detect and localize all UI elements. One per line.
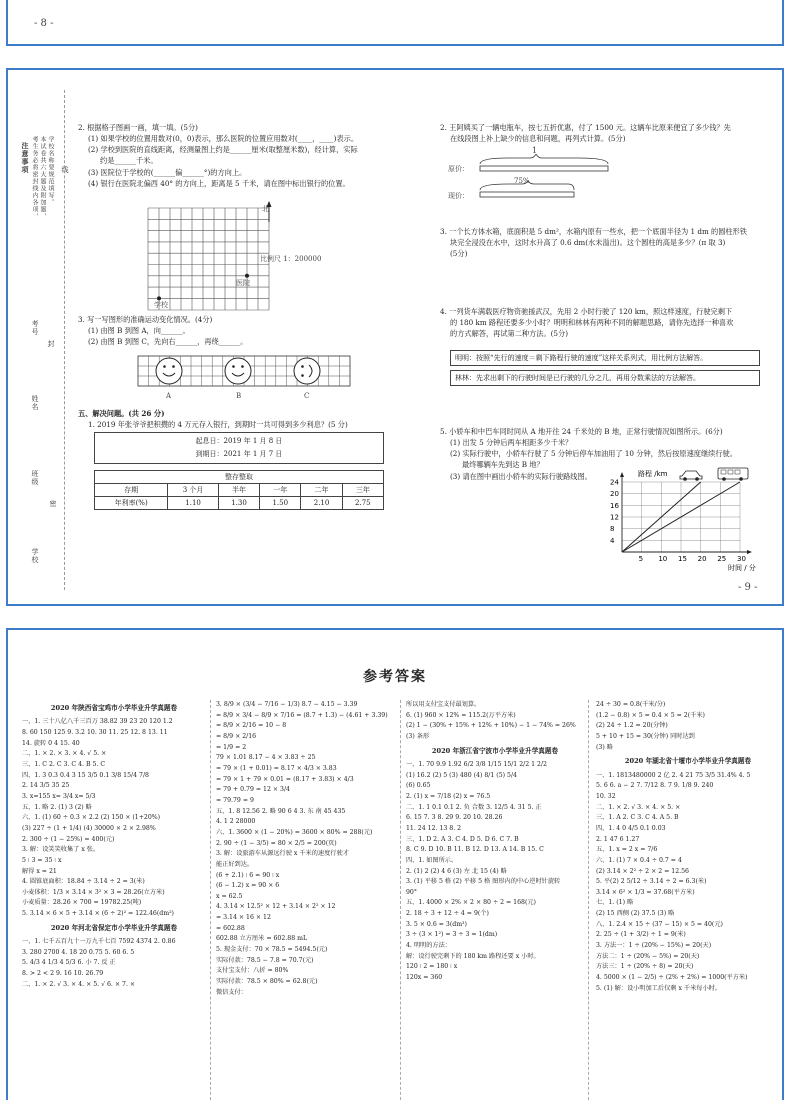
- answer-line: = 8/9 × 2/16: [216, 732, 257, 740]
- table-cell: 一年: [260, 484, 301, 497]
- y-tick-label: 20: [610, 490, 619, 499]
- linlin-box: 林林：先求出剩下的行驶时间是已行驶的几分之几，再用分数乘法的方法解答。: [450, 370, 760, 386]
- deposit-dates-box: [94, 432, 384, 464]
- start-date: 起息日：2019 年 1 月 8 日: [195, 437, 283, 445]
- hospital-label: 医院: [236, 279, 250, 287]
- answer-line: 五、1. 略 2. (1) 3 (2) 略: [22, 803, 92, 811]
- answer-line: 2. 300 ÷ (1 − 25%) = 400(元): [22, 835, 115, 843]
- y-tick-label: 24: [610, 478, 619, 487]
- answer-line: 实际付款：78.5 − 7.8 = 70.7(元): [216, 956, 314, 964]
- answer-col-1: [22, 700, 206, 990]
- answer-line: 2. 14 3/5 35 25: [22, 782, 70, 790]
- chart-xlabel: 时间 / 分: [728, 564, 756, 572]
- seal-feng: 封: [47, 340, 55, 348]
- answer-line: 三、1. A 2. C 3. C 4. A 5. B: [596, 814, 679, 822]
- answer-line: 2. (1) 2 (2) 4 6 (3) 左 北 15 (4) 略: [406, 867, 507, 875]
- table-cell: 1.10: [168, 497, 219, 510]
- answer-line: 8. 60 150 125 9. 3.2 10. 30 11. 25 12. 8 13. 11: [22, 728, 168, 736]
- seal-mi: 密: [49, 500, 57, 508]
- answer-line: 三、1. C 2. C 3. C 4. B 5. C: [22, 760, 106, 768]
- interest-table: [94, 470, 384, 510]
- answer-line: 二、1. × 2. √ 3. × 4. × 5. ×: [596, 803, 681, 811]
- rq5-2b: 最终哪辆车先到达 B 地？: [462, 460, 544, 470]
- answer-line: 3. 解：设旅游车从源远行驶 x 千米的速度行驶才: [216, 850, 349, 858]
- answer-line: 4. 5000 × (1 − 2/5) ÷ (2% + 2%) = 1000(平方米): [596, 974, 748, 982]
- x-tick-label: 20: [697, 555, 707, 563]
- page-9-panel: [6, 68, 784, 606]
- y-tick-label: 16: [610, 501, 619, 510]
- now-price-label: 现价：: [448, 192, 469, 200]
- rq3-line3: (5分): [450, 249, 468, 259]
- section-5: [78, 408, 408, 430]
- answer-line: 3. 5 × 0.6 = 3(dm³): [406, 920, 467, 928]
- y-tick-label: 8: [610, 525, 615, 534]
- shape-label-c: C: [304, 392, 310, 400]
- table-cell: 1.50: [260, 497, 301, 510]
- answer-line: 四、1. 3 0.3 0.4 3 15 3/5 0.1 3/8 15/4 7/8: [22, 771, 149, 779]
- answer-line: 3. x=155 x= 3/4 x= 5/3: [22, 792, 96, 800]
- answer-line: = 602.88: [216, 924, 245, 932]
- answer-line: 2. 18 ÷ 3 + 12 ÷ 4 = 9(个): [406, 910, 489, 918]
- chart-ylabel: 路程 /km: [638, 470, 668, 478]
- section-5-title: 五、解决问题。(共 26 分): [78, 409, 165, 418]
- answer-line: 4. 3.14 × 12.5² × 12 + 3.14 × 2² × 12: [216, 903, 336, 911]
- q2-title: 2. 根据格子图画一画，填一填。(5分): [78, 123, 198, 132]
- answer-line: 2. 90 ÷ (1 − 3/5) = 80 × 2/5 = 200(页): [216, 839, 337, 847]
- answer-line: 解得 x = 21: [22, 867, 57, 875]
- answer-line: 8. > 2 < 2 9. 16 10. 26.79: [22, 970, 104, 978]
- q3-block: [78, 314, 408, 347]
- answer-line: 支付宝支付：八折 = 80%: [216, 967, 289, 975]
- answer-line: 90°: [406, 888, 417, 896]
- answer-line: 5 ∶ 3 = 35 ∶ x: [22, 856, 62, 864]
- note-line-1: 考生务必将密封线内各项，: [31, 136, 38, 220]
- answer-heading: 2020 年河北省保定市小学毕业升学真题卷: [50, 923, 178, 932]
- answer-line: 四、1. 如图所示。: [406, 856, 458, 864]
- orig-price-label: 原价：: [448, 165, 469, 173]
- answer-line: 6. (1) 960 × 12% = 115.2(万平方米): [406, 711, 516, 719]
- answer-line: 一、1. 1813480000 2 亿 2. 4 21 75 3/5 31.4% 4. 5: [596, 771, 751, 779]
- table-row: [95, 484, 384, 497]
- x-axis-arrow: [747, 550, 752, 554]
- answer-col-2: [216, 700, 398, 998]
- label-banji: 班级: [31, 470, 39, 486]
- answers-title: 参考答案: [363, 669, 427, 685]
- answer-heading: 2020 年浙江省宁波市小学毕业升学真题卷: [431, 746, 559, 755]
- answer-line: 120 ∶ 2 = 180 ∶ x: [406, 963, 458, 971]
- scale-label: 比例尺 1：200000: [260, 255, 322, 263]
- q2-2: (2) 学校到医院的直线距离，经测量图上约是______厘米(取整厘米数)，经计算，实际: [88, 145, 358, 155]
- shape-label-a: A: [166, 392, 172, 400]
- answer-line: (2) 1 − (30% + 15% + 12% + 10%) − 1 − 74% = 26%: [406, 722, 576, 730]
- y-axis-arrow: [620, 472, 624, 477]
- table-cell: 半年: [218, 484, 259, 497]
- rq5-line1: 5. 小轿车和中巴车同时同从 A 地开往 24 千米处的 B 地，正常行驶情况如图所示。(6分): [440, 427, 723, 436]
- face-c: [294, 358, 320, 384]
- answer-line: 3 ÷ (3 × 1²) = 3 ÷ 3 = 1(dm): [406, 931, 498, 939]
- label-kaohao: 考号: [31, 320, 39, 336]
- answer-line: 六、1. (1) 7 × 0.4 ÷ 0.7 = 4: [596, 856, 682, 864]
- answer-line: 2. 1 47 6 1.27: [596, 835, 640, 843]
- x-tick-label: 5: [638, 555, 644, 563]
- answer-line: 14. 旋转 0 4 15. 40: [22, 739, 80, 747]
- answer-line: 方法二：1 ÷ (20% − 5%) = 20(天): [596, 952, 700, 960]
- answer-line: 2. 25 ÷ (1 + 3/2) ÷ 1 = 9(米): [596, 931, 686, 939]
- rq4-line1: 4. 一列货车满载医疗物资驰援武汉，先用 2 小时行驶了 120 km，照这样速度，行驶完剩下: [440, 307, 733, 316]
- answer-line: 120x = 360: [406, 974, 443, 982]
- x-tick-label: 10: [658, 555, 668, 563]
- answer-line: 八、1. 2.4 × 15 ÷ (37 − 15) × 5 = 40(元): [596, 920, 723, 928]
- note-line-2: 本试卷共六大题及附加题，: [39, 136, 46, 220]
- answer-line: = 3.14 × 16 × 12: [216, 914, 271, 922]
- rq3-line1: 3. 一个长方体水箱，底面积是 5 dm²，水箱内原有一些水，把一个底面半径为 1 dm 的圆柱形铁: [440, 227, 747, 236]
- answer-line: 4. 圆锥底面积：18.84 ÷ 3.14 ÷ 2 = 3(米): [22, 878, 145, 886]
- answer-line: x = 62.5: [216, 892, 243, 900]
- rq4-line3: 的方式解答，再试第二种方法。(5分): [450, 329, 568, 339]
- answer-line: 24 ÷ 30 = 0.8(千米/分): [596, 701, 666, 708]
- answer-line: (6) 0.65: [406, 782, 431, 790]
- table-row: [95, 497, 384, 510]
- label-xingming: 姓名: [31, 395, 39, 411]
- car-icon: [680, 471, 702, 481]
- answer-line: 3.14 × 6² × 1/3 = 37.68(平方米): [596, 888, 695, 896]
- answer-heading: 2020 年陕西省宝鸡市小学毕业升学真题卷: [50, 704, 178, 712]
- shape-label-b: B: [236, 392, 242, 400]
- answer-line: 所以用支付宝支付最划算。: [406, 701, 481, 708]
- answer-line: 4. 1 2 28000: [216, 818, 256, 826]
- answer-panel: [6, 628, 784, 1100]
- q3-2: (2) 由图 B 到图 C，先向右______，再绕______。: [88, 337, 248, 347]
- answer-line: 解：设行驶完剩下的 180 km 路程还要 x 小时。: [406, 952, 540, 960]
- rq5-2: (2) 实际行驶中，小轿车行驶了 5 分钟后停车加油用了 10 分钟，然后按原速度继续行驶。: [450, 449, 737, 459]
- answer-line: 微信支付：: [216, 988, 247, 996]
- binding-dashed-line: [64, 90, 65, 590]
- answer-line: = 79.79 = 9: [216, 796, 254, 804]
- answer-line: = 79 × (1 + 0.01) = 8.17 × 4/3 × 3.83: [216, 764, 337, 772]
- answer-line: 11. 24 12. 13 8. 2: [406, 824, 462, 832]
- rq4-line2: 的 180 km 路程还要多少小时？明明和林林有两种不同的解题思路，请你先选择一种喜欢: [450, 318, 734, 328]
- school-label: 学校: [154, 301, 168, 309]
- column-separator: [400, 700, 401, 1100]
- segment-one: 1: [532, 146, 538, 155]
- answer-line: 三、1. D 2. A 3. C 4. D 5. D 6. C 7. B: [406, 835, 519, 843]
- x-tick-label: 15: [678, 555, 687, 563]
- answer-line: 二、1. × 2. × 3. × 4. √ 5. ×: [22, 750, 107, 758]
- rq5-1: (1) 出发 5 分钟后两车相距多少千米？: [450, 438, 573, 448]
- answer-line: 一、1. 七千五百九十一万九千七百 7592 4374 2. 0.86: [22, 938, 176, 946]
- face-b: [225, 358, 251, 384]
- answer-line: 3. 280 2700 4. 18 20 0.75 5. 60 6. 5: [22, 948, 135, 956]
- answer-line: 七、1. (1) 略: [596, 899, 634, 907]
- mingming-box: 明明：按照“先行的速度＝剩下路程行驶的速度”这样关系列式，用比例方法解答。: [450, 350, 760, 366]
- column-separator: [588, 700, 589, 1100]
- answer-line: 一、1. 三十八亿八千三百万 38.82 39 23 20 120 1.2: [22, 718, 173, 726]
- answer-line: 5. 平(2) 2 5/12 ÷ 3.14 ÷ 2 = 6.3(米): [596, 878, 707, 886]
- answer-line: 3. 解：设笑笑收集了 x 张。: [22, 846, 100, 854]
- x-tick-label: 25: [717, 555, 727, 563]
- page-number: - 8 -: [34, 18, 54, 29]
- table-cell: 存期: [95, 484, 168, 497]
- answer-line: (3) 略: [596, 743, 613, 751]
- answer-line: 小麦质量：28.26 × 700 = 19782.25(吨): [22, 899, 142, 907]
- answer-line: 5. 现金支付：70 × 78.5 = 5494.5(元): [216, 946, 328, 954]
- rq3-line2: 块完全浸没在水中，这时水升高了 0.6 dm(水未溢出)。这个圆柱的高是多少？(π 取 3): [450, 238, 726, 248]
- answer-line: 六、1. (1) 60 ÷ 0.3 × 2.2 (2) 150 × (1+20%): [22, 814, 161, 822]
- answer-line: 二、1. 1 0.1 0.1 2. 负 合数 3. 12/5 4. 31 5. 正: [406, 803, 542, 811]
- rq2-line1: 2. 王阿姨买了一辆电瓶车，按七五折优惠，付了 1500 元。这辆车比原来便宜了多少钱？先: [440, 123, 731, 132]
- answer-line: 5. 4/3 4 1/3 4 5/3 6. 小 7. 反 正: [22, 959, 116, 967]
- answer-line: 3. 8/9 × (3/4 − 7/16 − 1/3) 8.7 − 4.15 − 3.39: [216, 701, 358, 708]
- q2-2b: 约是______千米。: [100, 156, 158, 166]
- answer-line: 六、1. 3600 × (1 − 20%) = 3600 × 80% = 288(元): [216, 828, 373, 836]
- q3-1: (1) 由图 B 到图 A，向______。: [88, 326, 190, 336]
- q2-3: (3) 医院位于学校的(______偏______°)的方向上。: [88, 167, 247, 177]
- north-label: 北: [262, 205, 269, 213]
- y-tick-label: 4: [610, 536, 615, 545]
- answer-line: 10. 32: [596, 792, 616, 800]
- answer-line: = 79 + 0.79 = 12 × 3/4: [216, 786, 290, 794]
- answer-line: (2) 15 西侧 (2) 37.5 (3) 略: [596, 910, 675, 918]
- answer-line: 5 + 10 + 15 = 30(分钟) 同时达到: [596, 732, 695, 740]
- x-tick-label: 30: [737, 555, 746, 563]
- answer-line: 79 × 1.01 8.17 − 4 × 3.83 ÷ 25: [216, 754, 316, 762]
- answer-line: 小麦体积：1/3 × 3.14 × 3² × 3 = 28.26(立方米): [22, 888, 165, 896]
- table-cell: 2.75: [342, 497, 383, 510]
- end-date: 到期日：2021 年 1 月 7 日: [195, 450, 283, 458]
- table-cell: 2.10: [301, 497, 342, 510]
- right-q4: [440, 306, 776, 339]
- q2-1: (1) 如果学校的位置用数对(0，0)表示，那么医院的位置应用数对(____，____)表示。: [88, 134, 359, 144]
- answer-line: 5. (1) 解：设小明加工后仅剩 x 千米每小时。: [596, 984, 722, 992]
- y-tick-label: 12: [610, 513, 619, 522]
- answer-line: 一、1. 70 9.9 1.92 6/2 3/8 1/15 15/1 2/2 1 2/2: [406, 760, 547, 768]
- answer-col-3: [406, 700, 584, 984]
- answer-line: (6 + 2.1) ∶ 6 = 90 ∶ x: [216, 871, 280, 879]
- chart-ticks: [610, 479, 746, 564]
- answer-line: 方法三：1 ÷ (20% ÷ 8) = 20(天): [596, 963, 694, 971]
- answer-heading: 2020 年湖北省十堰市小学毕业升学真题卷: [624, 757, 752, 766]
- answer-line: 四、1. 4 0 4/5 0.1 0.03: [596, 824, 666, 832]
- answer-line: (1.2 − 0.8) × 5 = 0.4 × 5 = 2(千米): [596, 711, 705, 719]
- table-cell: 二年: [301, 484, 342, 497]
- answer-line: = 8/9 × 2/16 = 10 − 8: [216, 722, 287, 730]
- answer-line: (1) 16.2 (2) 5 (3) 480 (4) 8/1 (5) 5/4: [406, 771, 517, 779]
- answer-line: 5. 6 6. a − 2 7. 7/12 8. 7 9. 1/8 9. 240: [596, 782, 714, 790]
- table-cell: 三年: [342, 484, 383, 497]
- answer-line: = 8/9 × 3/4 − 8/9 × 7/16 = (8.7 + 1.3) − (4.61 + 3.39): [216, 711, 388, 719]
- table-title: 整存整取: [95, 471, 384, 484]
- line-segment-diagram: [478, 154, 618, 204]
- table-cell: 年利率(%): [95, 497, 168, 510]
- answer-line: 602.88 立方厘米 = 602.88 mL: [216, 935, 308, 943]
- page-number-9: - 9 -: [738, 582, 758, 593]
- answer-line: = 79 × 1 + 79 × 0.01 = (8.17 + 3.83) × 4/3: [216, 775, 354, 783]
- answer-line: 二、1. × 2. √ 3. × 4. × 5. √ 6. × 7. ×: [22, 980, 136, 988]
- answer-line: 6. 15 7. 3 8. 29 9. 20 10. 28.26: [406, 814, 503, 822]
- grid-lines: [148, 208, 269, 310]
- transform-grid: [136, 354, 356, 388]
- answer-col-4: [596, 700, 780, 994]
- rq5-3: (3) 请在图中画出小轿车的实际行驶路线图。: [450, 471, 592, 481]
- answer-line: 五、1. x = 2 x = 7/6: [596, 846, 658, 854]
- answer-line: (2) 24 ÷ 1.2 = 20(分钟): [596, 722, 668, 730]
- answer-line: (2) 3.14 × 2² ÷ 2 × 2 = 12.56: [596, 867, 689, 875]
- page-8-panel: [6, 0, 784, 46]
- right-q3: [440, 226, 776, 259]
- face-a: [156, 358, 182, 384]
- answer-line: (6 − 1.2) x = 90 × 6: [216, 882, 280, 890]
- answer-line: (3) 227 ÷ (1 + 1/4) (4) 30000 × 2 × 2.98%: [22, 824, 156, 832]
- answer-line: 4. 明明的方法：: [406, 942, 451, 950]
- pct-label: 75%: [514, 177, 530, 185]
- label-xuexiao: 学校: [31, 548, 39, 564]
- table-cell: 1.30: [218, 497, 259, 510]
- q2-4: (4) 银行在医院北偏西 40° 的方向上，距离是 5 千米，请在图中标出银行的位置。: [88, 178, 350, 188]
- notes-title: 注意事项: [21, 142, 30, 174]
- note-line-3: 学校名称要规范填写。: [47, 136, 54, 206]
- answer-line: 2. (1) x = 7/18 (2) x = 76.5: [406, 792, 491, 800]
- distance-time-chart: [600, 466, 776, 574]
- right-q2: [440, 122, 776, 144]
- answer-line: 3. 方法一：1 ÷ (20% − 15%) = 20(天): [596, 942, 712, 950]
- answer-line: = 1/9 = 2: [216, 743, 247, 751]
- q5-1: 1. 2019 年张爷爷把积攒的 4 万元存入银行，到期时一共可得到多少利息？(5 分): [88, 420, 348, 430]
- left-column: [78, 122, 408, 189]
- bus-icon: [718, 468, 748, 481]
- answer-line: 5. 3.14 × 6 × 5 + 3.14 × (6 ÷ 2)² = 122.46(dm²): [22, 910, 174, 918]
- rq2-line2: 在线段图上补上缺少的信息和问题，再列式计算。(5分): [450, 134, 626, 144]
- answer-line: 实际付款：78.5 × 80% = 62.8(元): [216, 978, 318, 986]
- answer-line: 五、1. 4000 × 2% × 2 × 80 ÷ 2 = 168(元): [406, 899, 536, 907]
- seal-xian: 线: [61, 166, 69, 174]
- answer-line: 3. (1) 平移 5 格 (2) 平移 5 格 图形内的中心逆时针旋转: [406, 878, 561, 886]
- answer-line: (3) 条形: [406, 732, 430, 740]
- q3-title: 3. 写一写图形的准确运动变化情况。(4分): [78, 315, 213, 324]
- column-separator: [210, 700, 211, 1100]
- table-cell: 3 个月: [168, 484, 219, 497]
- answer-line: 五、1. 8 12.56 2. 略 90 6 4 3. 东 南 45 435: [216, 807, 346, 815]
- answer-line: 能正好到达。: [216, 860, 254, 868]
- answer-line: 8. C 9. D 10. B 11. B 12. D 13. A 14. B 15. C: [406, 846, 544, 854]
